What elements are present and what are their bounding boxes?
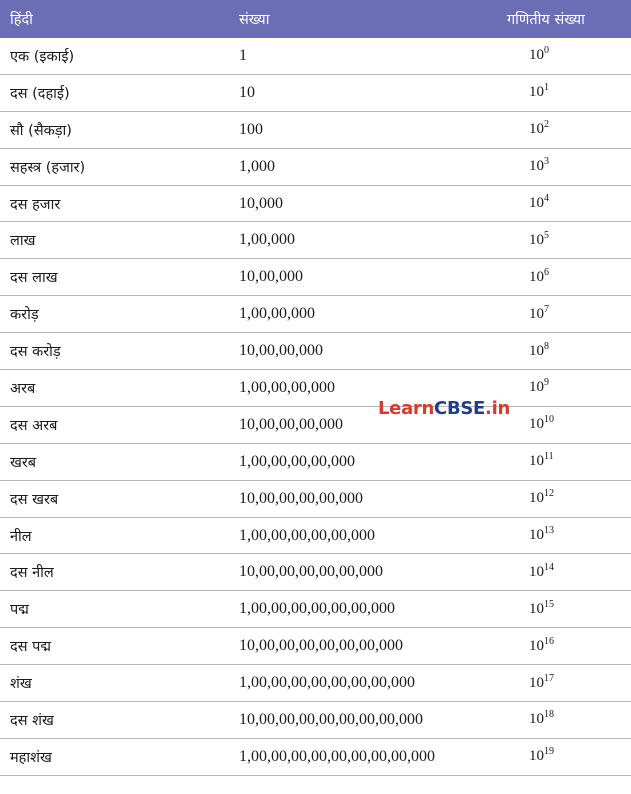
hindi-name-cell: नील (10, 528, 32, 545)
power-base: 10 (529, 379, 544, 396)
number-cell: 10,00,00,000 (239, 342, 323, 360)
number-cell: 10,00,00,00,00,00,00,00,000 (239, 710, 423, 728)
power-base: 10 (529, 563, 544, 580)
number-cell: 1 (239, 46, 247, 64)
power-base: 10 (529, 158, 544, 175)
power-exponent: 8 (544, 340, 549, 352)
power-exponent: 3 (544, 156, 549, 168)
number-cell: 10,00,00,00,00,000 (239, 489, 363, 507)
number-cell: 10 (239, 83, 255, 101)
table-row (0, 259, 631, 296)
power-of-ten-cell (507, 635, 631, 655)
power-base: 10 (529, 748, 544, 765)
power-of-ten-cell (507, 672, 631, 692)
table-row (0, 591, 631, 628)
power-base: 10 (529, 527, 544, 544)
power-base: 10 (529, 47, 544, 64)
watermark-in: .in (485, 398, 510, 419)
hindi-name-cell: सौ (सैकड़ा) (10, 122, 72, 139)
power-exponent: 19 (544, 746, 554, 758)
hindi-name-cell: लाख (10, 233, 36, 250)
power-base: 10 (529, 637, 544, 654)
table-header (0, 0, 631, 38)
table-row (0, 739, 631, 776)
power-of-ten-cell (507, 453, 631, 470)
power-base: 10 (529, 711, 544, 728)
number-cell: 1,00,00,00,00,00,00,000 (239, 600, 395, 618)
power-of-ten-cell (507, 598, 631, 618)
number-cell: 1,000 (239, 157, 275, 175)
hindi-name-cell: महाशंख (10, 749, 52, 766)
hindi-name-cell: दस करोड़ (10, 344, 61, 361)
power-base: 10 (529, 84, 544, 101)
power-exponent: 13 (544, 525, 554, 537)
table-row (0, 186, 631, 223)
hindi-name-cell: पद्म (10, 602, 29, 619)
number-cell: 1,00,00,00,00,00,000 (239, 526, 375, 544)
hindi-name-cell: दस पद्म (10, 639, 51, 656)
header-number: संख्या (239, 12, 270, 28)
table-row (0, 665, 631, 702)
power-base: 10 (529, 268, 544, 285)
header-hindi: हिंदी (10, 12, 33, 28)
table-row (0, 333, 631, 370)
power-of-ten-cell (507, 229, 631, 249)
watermark-cbse: CBSE (434, 398, 486, 419)
power-exponent: 18 (544, 709, 554, 721)
power-of-ten-cell (507, 340, 631, 360)
power-exponent: 11 (544, 451, 554, 463)
table-row (0, 370, 631, 407)
table-row (0, 702, 631, 739)
hindi-name-cell: दस हजार (10, 196, 61, 213)
number-cell: 10,00,00,00,00,00,000 (239, 563, 383, 581)
number-cell: 10,00,00,00,000 (239, 415, 343, 433)
hindi-name-cell: दस लाख (10, 270, 58, 287)
power-of-ten-cell (507, 121, 631, 138)
table-row (0, 149, 631, 186)
table-row (0, 481, 631, 518)
power-base: 10 (529, 121, 544, 138)
power-base: 10 (529, 305, 544, 322)
power-of-ten-cell (507, 266, 631, 286)
number-cell: 1,00,00,00,00,00,00,00,000 (239, 674, 415, 692)
hindi-name-cell: दस नील (10, 565, 54, 582)
number-cell: 10,00,00,00,00,00,00,000 (239, 637, 403, 655)
power-of-ten-cell (507, 748, 631, 765)
power-base: 10 (529, 453, 544, 470)
hindi-name-cell: दस शंख (10, 712, 54, 729)
power-of-ten-cell (507, 490, 631, 507)
power-of-ten-cell (507, 47, 631, 64)
number-cell: 1,00,00,00,00,000 (239, 452, 355, 470)
power-of-ten-cell (507, 158, 631, 175)
table-row (0, 75, 631, 112)
power-base: 10 (529, 195, 544, 211)
table-row (0, 444, 631, 481)
power-exponent: 2 (544, 119, 549, 131)
table-row (0, 628, 631, 665)
power-exponent: 16 (544, 635, 554, 647)
power-of-ten-cell (507, 379, 631, 396)
hindi-name-cell: अरब (10, 380, 36, 397)
power-base: 10 (529, 674, 544, 691)
number-cell: 10,000 (239, 194, 283, 212)
power-of-ten-cell (507, 195, 631, 212)
hindi-name-cell: खरब (10, 454, 37, 471)
power-exponent: 14 (544, 561, 554, 573)
power-of-ten-cell (507, 711, 631, 728)
power-base: 10 (529, 416, 544, 433)
table-row (0, 554, 631, 591)
power-base: 10 (529, 600, 544, 617)
number-cell: 1,00,000 (239, 231, 295, 249)
hindi-name-cell: एक (इकाई) (10, 48, 75, 65)
power-exponent: 1 (544, 82, 549, 94)
hindi-name-cell: शंख (10, 676, 32, 693)
power-exponent: 5 (544, 229, 549, 241)
power-exponent: 6 (544, 266, 549, 278)
power-base: 10 (529, 342, 544, 359)
power-of-ten-cell (507, 561, 631, 581)
power-exponent: 15 (544, 598, 554, 610)
number-cell: 1,00,00,00,00,00,00,00,00,000 (239, 747, 435, 765)
learncbse-watermark (378, 398, 510, 419)
hindi-name-cell: करोड़ (10, 307, 39, 324)
power-of-ten-cell (507, 416, 631, 433)
header-math-number: गणितीय संख्या (507, 12, 585, 28)
hindi-name-cell: दस खरब (10, 491, 59, 508)
number-cell: 100 (239, 120, 263, 138)
number-cell: 1,00,00,000 (239, 305, 315, 323)
hindi-name-cell: दस (दहाई) (10, 85, 70, 102)
number-cell: 1,00,00,00,000 (239, 378, 335, 396)
power-exponent: 9 (544, 377, 549, 389)
power-exponent: 10 (544, 414, 554, 426)
table-row (0, 222, 631, 259)
table-row (0, 38, 631, 75)
table-body (0, 38, 631, 776)
power-exponent: 12 (544, 488, 554, 500)
table-row (0, 518, 631, 555)
power-base: 10 (529, 490, 544, 507)
power-base: 10 (529, 231, 544, 248)
power-exponent: 7 (544, 303, 549, 315)
hindi-name-cell: दस अरब (10, 417, 58, 434)
table-row (0, 296, 631, 333)
watermark-learn: Learn (378, 398, 435, 419)
hindi-name-cell: सहस्त्र (हजार) (10, 159, 86, 176)
power-of-ten-cell (507, 84, 631, 101)
number-cell: 10,00,000 (239, 268, 303, 286)
table-row (0, 112, 631, 149)
table-row (0, 407, 631, 444)
power-exponent: 17 (544, 672, 554, 684)
power-exponent: 0 (544, 45, 549, 57)
power-of-ten-cell (507, 303, 631, 323)
power-of-ten-cell (507, 527, 631, 544)
power-exponent: 4 (544, 193, 549, 204)
